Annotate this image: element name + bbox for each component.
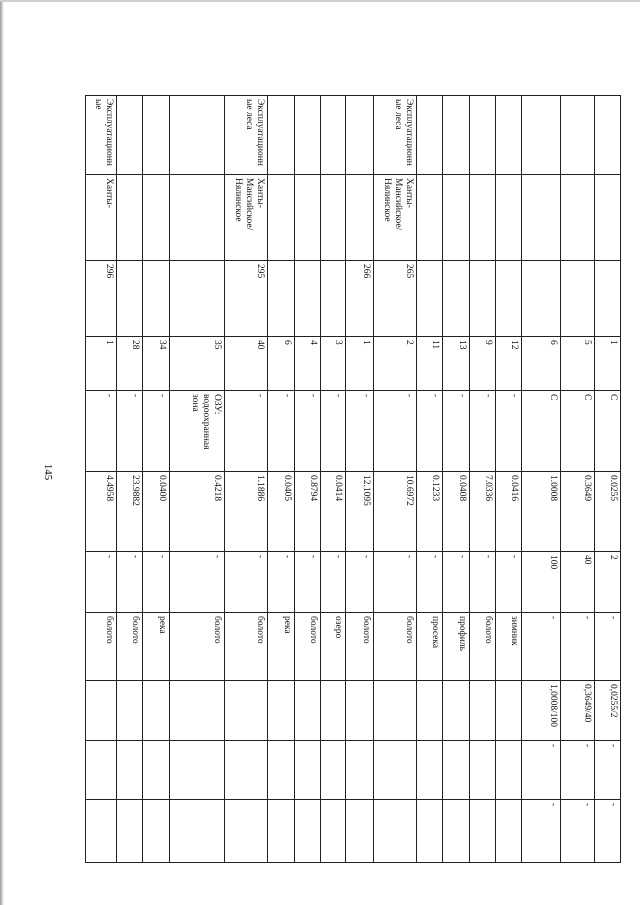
- table-cell: -: [224, 391, 268, 472]
- table-cell: 23.9882: [117, 472, 143, 552]
- page-number: 145: [42, 463, 54, 481]
- table-cell: [469, 96, 495, 175]
- table-cell: -: [594, 741, 620, 800]
- table-cell: -: [143, 552, 169, 613]
- table-cell: [561, 96, 594, 175]
- table-cell: [268, 681, 294, 741]
- table-cell: [469, 681, 495, 741]
- table-cell: болото: [346, 613, 373, 681]
- table-cell: 1: [86, 337, 117, 391]
- table-row: [522, 96, 561, 863]
- table-row: [268, 96, 294, 863]
- table-cell: 12: [496, 337, 522, 391]
- table-cell: [294, 261, 320, 337]
- table-cell: С: [522, 391, 561, 472]
- table-cell: [268, 96, 294, 175]
- table-cell: 0,0255/2: [594, 681, 620, 741]
- table-cell: 0.0400: [143, 472, 169, 552]
- table-cell: [522, 175, 561, 261]
- table-cell: [443, 96, 469, 175]
- table-cell: -: [469, 391, 495, 472]
- table-cell: [117, 175, 143, 261]
- table-cell: 0.3649: [561, 472, 594, 552]
- table-cell: 28: [117, 337, 143, 391]
- table-cell: [320, 681, 345, 741]
- table-cell: [117, 681, 143, 741]
- table-cell: [320, 175, 345, 261]
- table-cell: 6: [268, 337, 294, 391]
- table-cell: [320, 800, 345, 863]
- table-cell: -: [373, 391, 417, 472]
- table-cell: [224, 800, 268, 863]
- table-cell: [373, 741, 417, 800]
- table-cell: 0.8794: [294, 472, 320, 552]
- table-cell: река: [143, 613, 169, 681]
- table-cell: 2: [594, 552, 620, 613]
- table-cell: [522, 261, 561, 337]
- table-cell: Эксплуатационные: [86, 96, 117, 175]
- table-row: [320, 96, 345, 863]
- table-cell: -: [346, 391, 373, 472]
- table-cell: -: [443, 391, 469, 472]
- table-cell: [373, 681, 417, 741]
- table-cell: болото: [294, 613, 320, 681]
- table-cell: река: [268, 613, 294, 681]
- table-cell: [522, 96, 561, 175]
- table-cell: просека: [417, 613, 443, 681]
- table-cell: -: [143, 391, 169, 472]
- table-row: [561, 96, 594, 863]
- table-cell: 40: [561, 552, 594, 613]
- scan-edge-top: [0, 0, 640, 2]
- table-row: [143, 96, 169, 863]
- table-cell: [86, 800, 117, 863]
- table-cell: [496, 175, 522, 261]
- table-cell: -: [117, 552, 143, 613]
- table-cell: 0.0408: [443, 472, 469, 552]
- table-cell: [169, 96, 224, 175]
- table-cell: -: [417, 391, 443, 472]
- table-cell: -: [594, 800, 620, 863]
- table-cell: 0.1233: [417, 472, 443, 552]
- table-cell: [594, 261, 620, 337]
- table-cell: [469, 175, 495, 261]
- table-cell: -: [117, 391, 143, 472]
- table-row: [294, 96, 320, 863]
- table-cell: -: [86, 391, 117, 472]
- table-cell: [496, 741, 522, 800]
- table-cell: [169, 741, 224, 800]
- table-cell: [224, 681, 268, 741]
- table-cell: Эксплуатационные леса: [373, 96, 417, 175]
- table-cell: [496, 261, 522, 337]
- table-cell: 1: [346, 337, 373, 391]
- table-cell: -: [268, 552, 294, 613]
- table-cell: [469, 800, 495, 863]
- table-cell: 1.0008: [522, 472, 561, 552]
- table-cell: [496, 681, 522, 741]
- table-cell: [294, 681, 320, 741]
- table-cell: -: [522, 741, 561, 800]
- table-cell: 3: [320, 337, 345, 391]
- table-cell: 10.6972: [373, 472, 417, 552]
- table-cell: [443, 175, 469, 261]
- table-cell: -: [294, 552, 320, 613]
- table-cell: [346, 175, 373, 261]
- table-row: [169, 96, 224, 863]
- table-cell: 100: [522, 552, 561, 613]
- table-cell: [117, 800, 143, 863]
- table-cell: [268, 741, 294, 800]
- table-cell: 0.0414: [320, 472, 345, 552]
- table-cell: [469, 261, 495, 337]
- table-cell: 295: [224, 261, 268, 337]
- table-row: [346, 96, 373, 863]
- table-cell: [373, 800, 417, 863]
- table-cell: 1,0008/100: [522, 681, 561, 741]
- table-cell: 265: [373, 261, 417, 337]
- table-cell: [294, 175, 320, 261]
- table-cell: 1.1886: [224, 472, 268, 552]
- table-cell: [117, 96, 143, 175]
- table-cell: 0.0405: [268, 472, 294, 552]
- table-cell: зимник: [496, 613, 522, 681]
- table-cell: -: [594, 613, 620, 681]
- table-row: [594, 96, 620, 863]
- table-cell: Ханты-: [86, 175, 117, 261]
- table-cell: -: [561, 800, 594, 863]
- table-row: [417, 96, 443, 863]
- table-cell: [417, 741, 443, 800]
- table-cell: [417, 681, 443, 741]
- table-cell: Ханты-Мансийское/Нялинское: [373, 175, 417, 261]
- table-cell: ОЗУ: водоохранная зона: [169, 391, 224, 472]
- land-plot-table: [85, 95, 621, 862]
- table-cell: -: [417, 552, 443, 613]
- table-cell: [86, 741, 117, 800]
- table-cell: 0.4218: [169, 472, 224, 552]
- table-cell: [143, 681, 169, 741]
- table-cell: [169, 261, 224, 337]
- table-cell: [268, 175, 294, 261]
- table-cell: 4.4958: [86, 472, 117, 552]
- table-row: [117, 96, 143, 863]
- table-cell: 1: [594, 337, 620, 391]
- table-cell: [320, 96, 345, 175]
- table-cell: -: [496, 391, 522, 472]
- table-cell: болото: [169, 613, 224, 681]
- table-cell: [224, 741, 268, 800]
- table-cell: 2: [373, 337, 417, 391]
- table-cell: 35: [169, 337, 224, 391]
- table-cell: [561, 261, 594, 337]
- table-row: [373, 96, 417, 863]
- table-cell: болото: [117, 613, 143, 681]
- table-cell: 5: [561, 337, 594, 391]
- table-cell: [594, 96, 620, 175]
- table-row: [86, 96, 117, 863]
- table-cell: -: [320, 552, 345, 613]
- table-cell: [561, 175, 594, 261]
- table-cell: [443, 681, 469, 741]
- table-cell: [143, 800, 169, 863]
- table-cell: 4: [294, 337, 320, 391]
- table-cell: [143, 261, 169, 337]
- table-cell: С: [594, 391, 620, 472]
- table-cell: болото: [86, 613, 117, 681]
- table-cell: [169, 175, 224, 261]
- table-cell: -: [86, 552, 117, 613]
- table-cell: [346, 96, 373, 175]
- table-cell: болото: [224, 613, 268, 681]
- table-cell: -: [522, 613, 561, 681]
- table-row: [496, 96, 522, 863]
- table-cell: [294, 800, 320, 863]
- table-cell: [417, 261, 443, 337]
- table-cell: [320, 261, 345, 337]
- table-cell: [320, 741, 345, 800]
- table-cell: [294, 741, 320, 800]
- table-row: [469, 96, 495, 863]
- table-cell: -: [561, 741, 594, 800]
- table-cell: -: [320, 391, 345, 472]
- table-cell: 0.0416: [496, 472, 522, 552]
- table-cell: -: [224, 552, 268, 613]
- table-cell: [443, 800, 469, 863]
- table-cell: 13: [443, 337, 469, 391]
- scan-edge-left: [0, 0, 4, 905]
- table-cell: -: [443, 552, 469, 613]
- table-cell: [346, 741, 373, 800]
- table-cell: 34: [143, 337, 169, 391]
- table-cell: [294, 96, 320, 175]
- table-cell: [117, 261, 143, 337]
- table-cell: 9: [469, 337, 495, 391]
- table-cell: [143, 741, 169, 800]
- table-cell: [143, 175, 169, 261]
- table-cell: -: [496, 552, 522, 613]
- table-cell: -: [346, 552, 373, 613]
- table-cell: болото: [373, 613, 417, 681]
- table-cell: [268, 261, 294, 337]
- table-cell: 6: [522, 337, 561, 391]
- table-cell: Ханты-Мансийское/Нялинское: [224, 175, 268, 261]
- table-cell: [417, 175, 443, 261]
- table-cell: -: [561, 613, 594, 681]
- table-cell: 296: [86, 261, 117, 337]
- table-cell: профиль: [443, 613, 469, 681]
- table-cell: [443, 261, 469, 337]
- table-cell: [469, 741, 495, 800]
- table-cell: 40: [224, 337, 268, 391]
- table-cell: [268, 800, 294, 863]
- table-cell: -: [268, 391, 294, 472]
- table-cell: [443, 741, 469, 800]
- table-cell: 0,3649/40: [561, 681, 594, 741]
- table-cell: 12.1095: [346, 472, 373, 552]
- table-cell: Эксплуатационные леса: [224, 96, 268, 175]
- table-cell: -: [469, 552, 495, 613]
- table-row: [224, 96, 268, 863]
- table-cell: [346, 800, 373, 863]
- table-cell: [346, 681, 373, 741]
- table-cell: С: [561, 391, 594, 472]
- table-cell: [143, 96, 169, 175]
- table-cell: 266: [346, 261, 373, 337]
- table-cell: -: [522, 800, 561, 863]
- table-cell: [496, 96, 522, 175]
- table-cell: [594, 175, 620, 261]
- table-cell: болото: [469, 613, 495, 681]
- table-cell: озеро: [320, 613, 345, 681]
- table-cell: [417, 800, 443, 863]
- table-cell: 11: [417, 337, 443, 391]
- table-row: [443, 96, 469, 863]
- table-cell: [169, 681, 224, 741]
- table-cell: -: [294, 391, 320, 472]
- table-cell: [417, 96, 443, 175]
- table-cell: [169, 800, 224, 863]
- table-cell: 0.0255: [594, 472, 620, 552]
- table-cell: -: [169, 552, 224, 613]
- table-cell: [117, 741, 143, 800]
- table-cell: [86, 681, 117, 741]
- table-cell: -: [373, 552, 417, 613]
- table-cell: [496, 800, 522, 863]
- table-cell: 7.0336: [469, 472, 495, 552]
